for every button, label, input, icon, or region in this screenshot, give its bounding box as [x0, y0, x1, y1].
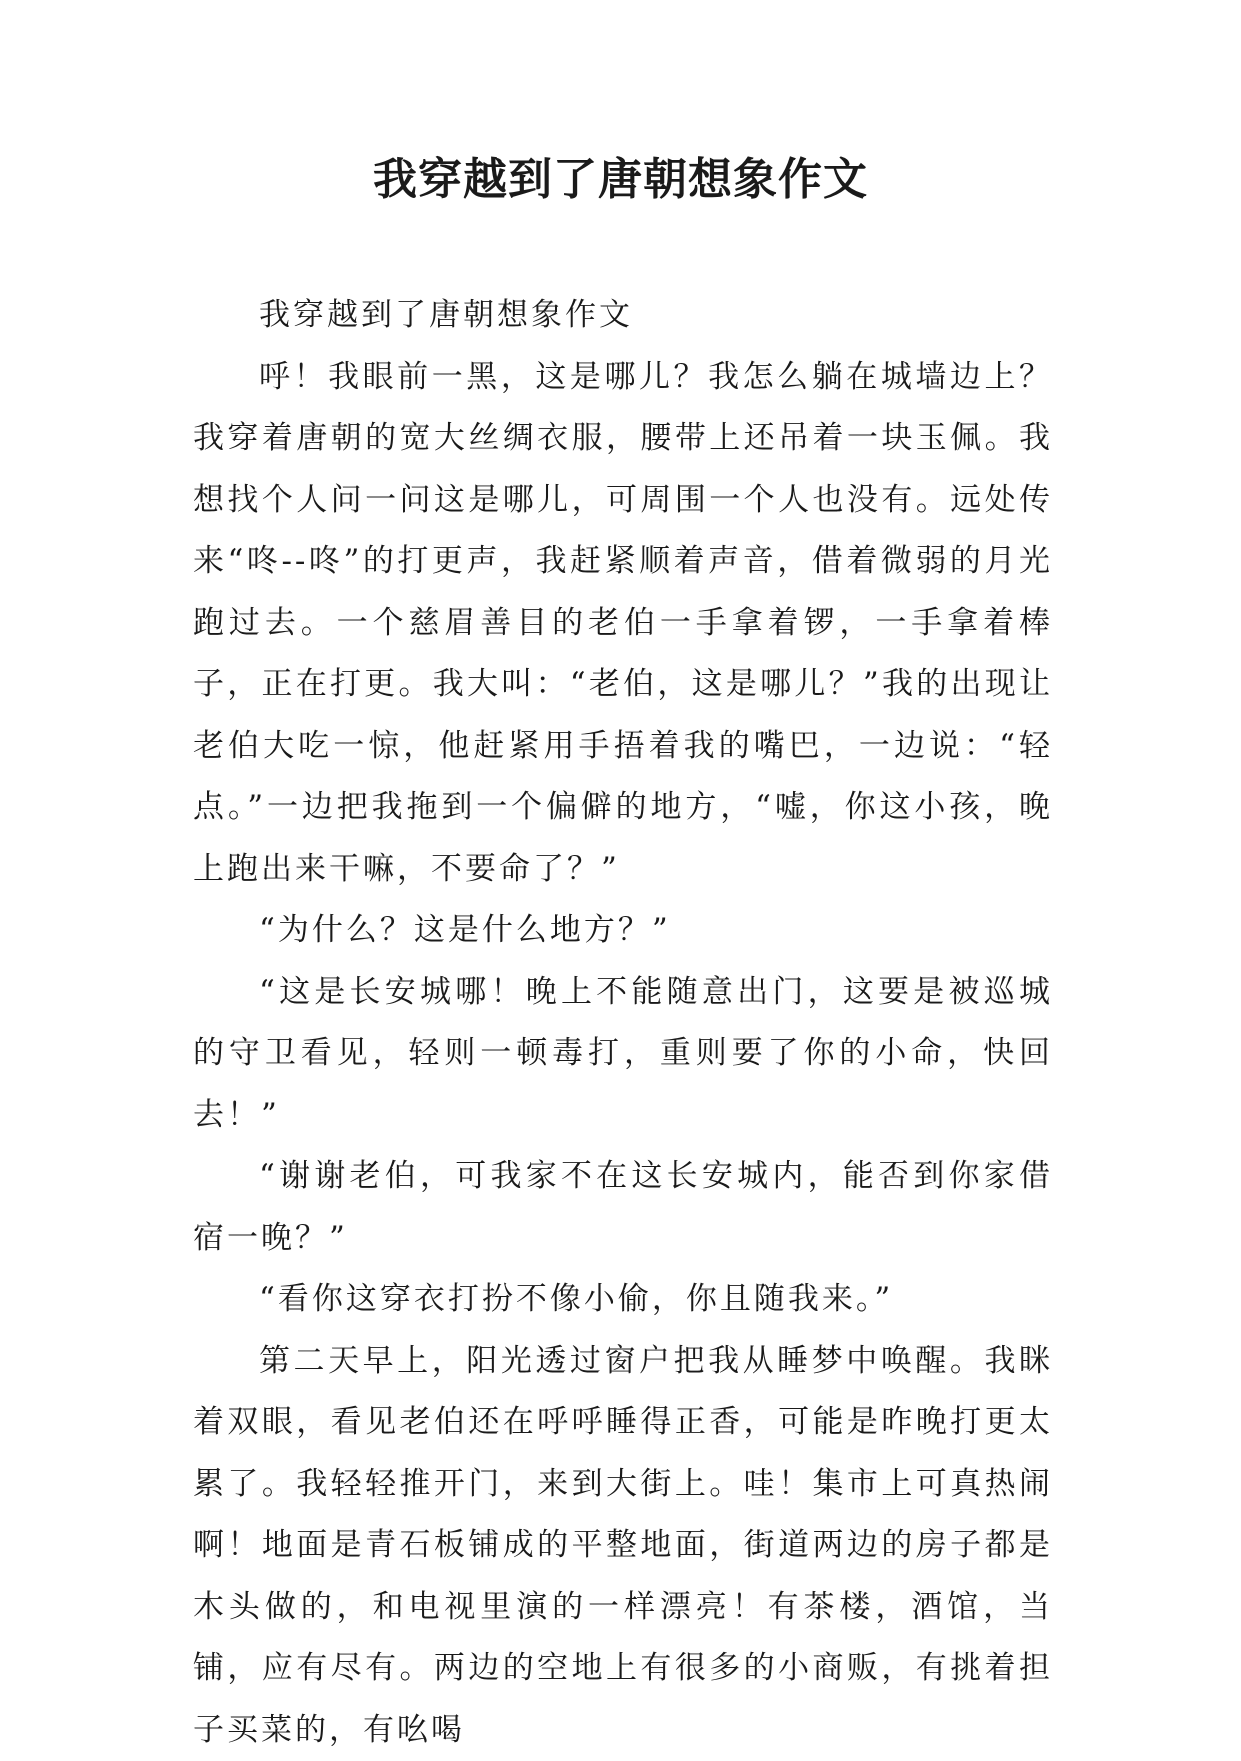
paragraph: “看你这穿衣打扮不像小偷，你且随我来。”: [193, 1269, 1053, 1331]
paragraph: “为什么？这是什么地方？”: [193, 900, 1053, 962]
paragraph: 呼！我眼前一黑，这是哪儿？我怎么躺在城墙边上？我穿着唐朝的宽大丝绸衣服，腰带上还吊着一块玉佩。我想找个人问一问这是哪儿，可周围一个人也没有。远处传来“咚--咚”的打更声，我赶紧顺着声音，借着微弱的月光跑过去。一个慈眉善目的老伯一手拿着锣，一手拿着棒子，正在打更。我大叫：“老伯，这是哪儿？”我的出现让老伯大吃一惊，他赶紧用手捂着我的嘴巴，一边说：“轻点。”一边把我拖到一个偏僻的地方，“嘘，你这小孩，晚上跑出来干嘛，不要命了？”: [193, 347, 1053, 901]
document-title: 我穿越到了唐朝想象作文: [0, 150, 1241, 210]
paragraph: “这是长安城哪！晚上不能随意出门，这要是被巡城的守卫看见，轻则一顿毒打，重则要了你的小命，快回去！”: [193, 962, 1053, 1147]
paragraph: 第二天早上，阳光透过窗户把我从睡梦中唤醒。我眯着双眼，看见老伯还在呼呼睡得正香，可能是昨晚打更太累了。我轻轻推开门，来到大街上。哇！集市上可真热闹啊！地面是青石板铺成的平整地面，街道两边的房子都是木头做的，和电视里演的一样漂亮！有茶楼，酒馆，当铺，应有尽有。两边的空地上有很多的小商贩，有挑着担子买菜的，有吆喝: [193, 1331, 1053, 1761]
paragraph-subtitle: 我穿越到了唐朝想象作文: [193, 285, 1053, 347]
paragraph: “谢谢老伯，可我家不在这长安城内，能否到你家借宿一晚？”: [193, 1146, 1053, 1269]
document-body: [193, 285, 1053, 1761]
